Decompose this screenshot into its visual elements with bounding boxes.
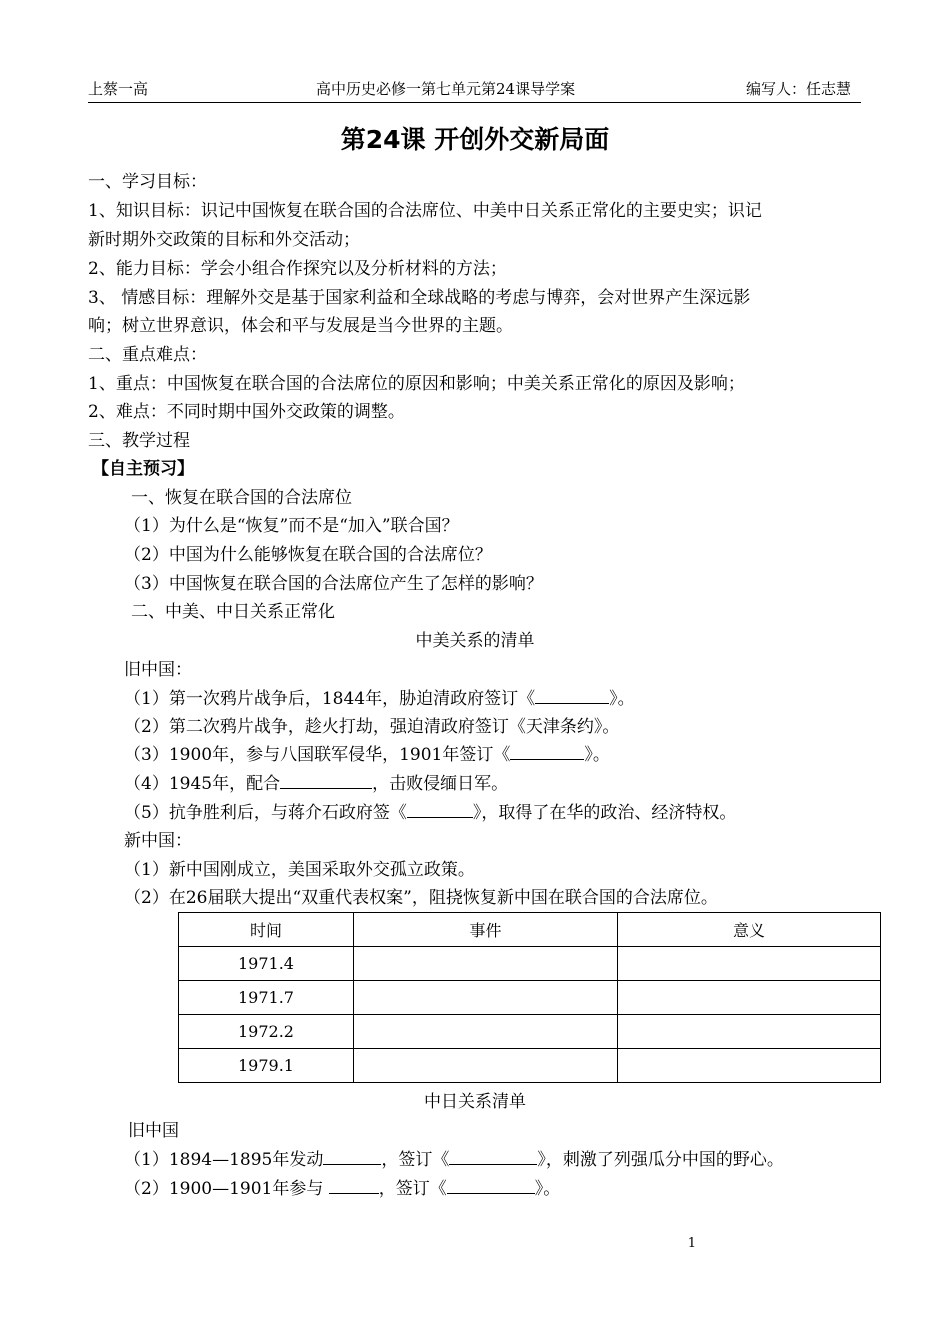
objective-knowledge-cont: 新时期外交政策的目标和外交活动； (88, 230, 360, 250)
table-cell-event[interactable] (354, 1049, 618, 1083)
table-cell-time: 1972.2 (179, 1015, 354, 1049)
objective-ability: 2、能力目标：学会小组合作探究以及分析材料的方法； (88, 259, 507, 279)
preview-heading: 【自主预习】 (92, 459, 194, 479)
japan-old-item-2: （2）1900—1901年参与 ，签订《 》。 (124, 1179, 561, 1199)
us-list-title: 中美关系的清单 (415, 631, 535, 651)
objective-knowledge: 1、知识目标：识记中国恢复在联合国的合法席位、中美中日关系正常化的主要史实；识记 (88, 201, 762, 221)
table-cell-meaning[interactable] (618, 981, 881, 1015)
fill-blank[interactable] (329, 1177, 379, 1194)
table-cell-time: 1971.4 (179, 947, 354, 981)
japan-old-china-label: 旧中国 (128, 1121, 179, 1141)
japan-list-title: 中日关系清单 (424, 1092, 526, 1112)
us-old-item-3: （3）1900年，参与八国联军侵华，1901年签订《 》。 (124, 745, 610, 765)
table-cell-meaning[interactable] (618, 1015, 881, 1049)
table-cell-meaning[interactable] (618, 1049, 881, 1083)
section-keypoints-heading: 二、重点难点： (88, 345, 207, 365)
fill-blank[interactable] (535, 687, 609, 704)
us-new-item-2: （2）在26届联大提出“双重代表权案”，阻挠恢复新中国在联合国的合法席位。 (124, 888, 718, 908)
un-question-1: （1）为什么是“恢复”而不是“加入”联合国？ (124, 516, 459, 536)
table-row (179, 1049, 881, 1083)
table-cell-time: 1971.7 (179, 981, 354, 1015)
us-old-item-2: （2）第二次鸦片战争，趁火打劫，强迫清政府签订《天津条约》。 (124, 717, 620, 737)
table-cell-event[interactable] (354, 947, 618, 981)
section-objectives-heading: 一、学习目标： (88, 172, 207, 192)
objective-emotion-cont: 响；树立世界意识，体会和平与发展是当今世界的主题。 (88, 316, 513, 336)
us-old-china-label: 旧中国： (124, 660, 192, 680)
fill-blank[interactable] (449, 1148, 537, 1165)
sino-us-events-table (178, 912, 881, 1083)
fill-blank[interactable] (510, 743, 584, 760)
table-cell-event[interactable] (354, 981, 618, 1015)
page-header (88, 78, 861, 103)
us-new-item-1: （1）新中国刚成立，美国采取外交孤立政策。 (124, 860, 475, 880)
fill-blank[interactable] (280, 772, 372, 789)
header-course: 高中历史必修一第七单元第24课导学案 (316, 80, 576, 98)
us-old-item-1: （1）第一次鸦片战争后，1844年，胁迫清政府签订《 》。 (124, 689, 635, 709)
un-question-3: （3）中国恢复在联合国的合法席位产生了怎样的影响？ (124, 574, 543, 594)
page-number: 1 (687, 1236, 696, 1251)
section-process-heading: 三、教学过程 (88, 431, 190, 451)
us-old-item-4: （4）1945年，配合 ，击败侵缅日军。 (124, 774, 509, 794)
table-header-row (179, 913, 881, 947)
table-cell-time: 1979.1 (179, 1049, 354, 1083)
table-row (179, 1015, 881, 1049)
table-header-time: 时间 (179, 913, 354, 947)
fill-blank[interactable] (407, 801, 473, 818)
keypoint-focus: 1、重点：中国恢复在联合国的合法席位的原因和影响；中美关系正常化的原因及影响； (88, 374, 745, 394)
japan-old-item-1: （1）1894—1895年发动 ，签订《 》，刺激了列强瓜分中国的野心。 (124, 1150, 784, 1170)
fill-blank[interactable] (447, 1177, 535, 1194)
table-header-event: 事件 (354, 913, 618, 947)
table-row (179, 947, 881, 981)
fill-blank[interactable] (323, 1148, 381, 1165)
un-heading: 一、恢复在联合国的合法席位 (131, 488, 352, 508)
header-school: 上蔡一高 (88, 80, 149, 98)
table-header-meaning: 意义 (618, 913, 881, 947)
relations-heading: 二、中美、中日关系正常化 (131, 602, 335, 622)
table-cell-event[interactable] (354, 1015, 618, 1049)
keypoint-difficulty: 2、难点：不同时期中国外交政策的调整。 (88, 402, 405, 422)
table-cell-meaning[interactable] (618, 947, 881, 981)
table-row (179, 981, 881, 1015)
page-title: 第24课 开创外交新局面 (340, 125, 610, 154)
objective-emotion: 3、 情感目标：理解外交是基于国家利益和全球战略的考虑与博弈，会对世界产生深远影 (88, 288, 751, 308)
un-question-2: （2）中国为什么能够恢复在联合国的合法席位？ (124, 545, 492, 565)
us-new-china-label: 新中国： (124, 831, 192, 851)
header-author: 编写人：任志慧 (745, 80, 851, 98)
us-old-item-5: （5）抗争胜利后，与蒋介石政府签《 》，取得了在华的政治、经济特权。 (124, 803, 737, 823)
